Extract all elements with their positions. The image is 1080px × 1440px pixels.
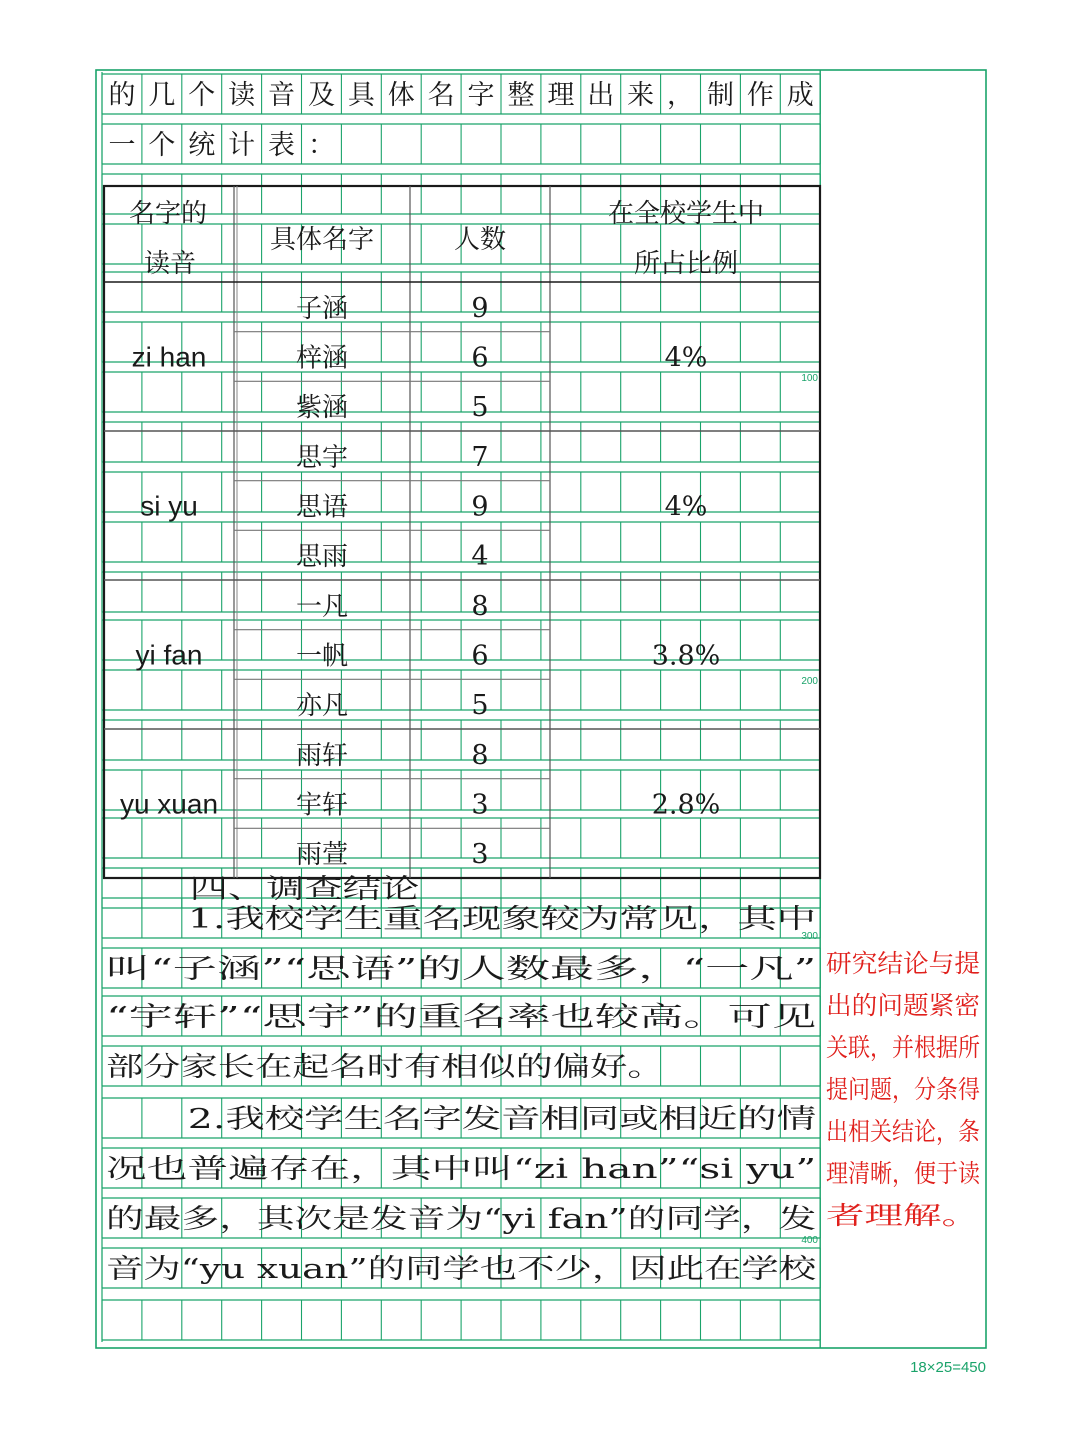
ratio-cell: 2.8% bbox=[651, 789, 721, 821]
tick-label: 200 bbox=[801, 676, 818, 687]
paragraph-top-char: 体 bbox=[387, 80, 415, 111]
margin-note-line: 出相关结论，条 bbox=[826, 1117, 980, 1146]
paragraph-top-char: 整 bbox=[507, 80, 535, 111]
header-count: 人数 bbox=[453, 225, 507, 255]
conclusion-line: “宇轩”“思宇”的重名率也较高。可见 bbox=[106, 1002, 817, 1033]
name-cell: 亦凡 bbox=[295, 691, 349, 722]
count-cell: 9 bbox=[471, 292, 489, 324]
header-names: 具体名字 bbox=[269, 225, 375, 255]
conclusion-line: 1.我校学生重名现象较为常见，其中 bbox=[187, 904, 817, 935]
header-pronunciation: 名字的 bbox=[128, 199, 208, 229]
count-cell: 9 bbox=[471, 491, 489, 523]
name-cell: 思雨 bbox=[295, 542, 349, 573]
margin-note-line: 理清晰，便于读 bbox=[826, 1159, 980, 1188]
count-cell: 8 bbox=[471, 590, 489, 622]
name-cell: 紫涵 bbox=[295, 393, 349, 424]
name-cell: 思宇 bbox=[295, 442, 349, 473]
name-cell: 雨轩 bbox=[295, 740, 349, 771]
header-ratio: 在全校学生中 bbox=[607, 199, 765, 229]
paragraph-top-char: 来 bbox=[627, 80, 655, 111]
count-cell: 7 bbox=[471, 441, 489, 473]
header-ratio: 所占比例 bbox=[633, 249, 739, 279]
paragraph-top-char: 计 bbox=[228, 130, 256, 161]
pinyin-cell: si yu bbox=[140, 490, 198, 522]
paragraph-top-char: 作 bbox=[746, 80, 774, 111]
name-cell: 梓涵 bbox=[295, 343, 349, 374]
paragraph-top-char: 理 bbox=[547, 80, 575, 111]
header-pronunciation: 读音 bbox=[143, 249, 197, 279]
tick-label: 400 bbox=[801, 1235, 818, 1246]
count-cell: 3 bbox=[471, 839, 489, 871]
name-cell: 一帆 bbox=[295, 641, 349, 672]
paragraph-top-char: 及 bbox=[307, 80, 335, 111]
count-cell: 3 bbox=[471, 789, 489, 821]
count-cell: 6 bbox=[471, 342, 489, 374]
tick-label: 300 bbox=[801, 931, 818, 942]
count-cell: 5 bbox=[471, 392, 489, 424]
tick-label: 100 bbox=[801, 373, 818, 384]
count-cell: 4 bbox=[471, 541, 489, 573]
conclusion-line: 2.我校学生名字发音相同或相近的情 bbox=[187, 1104, 817, 1135]
margin-note-line: 提问题，分条得 bbox=[826, 1075, 980, 1104]
paragraph-top-char: ， bbox=[667, 80, 695, 111]
paragraph-top-char: 字 bbox=[467, 80, 495, 111]
margin-note-line: 关联，并根据所 bbox=[826, 1033, 980, 1062]
paragraph-top-char: 表 bbox=[268, 130, 296, 161]
name-cell: 雨萱 bbox=[295, 840, 349, 871]
ratio-cell: 4% bbox=[664, 491, 708, 523]
table-lines bbox=[104, 186, 820, 878]
conclusion-line: 部分家长在起名时有相似的偏好。 bbox=[106, 1052, 665, 1083]
name-cell: 宇轩 bbox=[295, 790, 349, 821]
margin-note-line: 出的问题紧密 bbox=[826, 991, 980, 1020]
paragraph-top-char: 成 bbox=[786, 80, 814, 111]
pinyin-cell: yu xuan bbox=[119, 788, 219, 820]
grid-count-footer: 18×25=450 bbox=[910, 1359, 986, 1376]
name-cell: 子涵 bbox=[295, 293, 349, 324]
name-cell: 一凡 bbox=[295, 591, 349, 622]
count-cell: 8 bbox=[471, 739, 489, 771]
conclusion-line: 况也普遍存在，其中叫“zi han”“si yu” bbox=[106, 1154, 817, 1185]
paragraph-top-char: 几 bbox=[148, 80, 176, 111]
conclusion-line: 音为“yu xuan”的同学也不少，因此在学校 bbox=[106, 1254, 818, 1285]
pinyin-cell: zi han bbox=[131, 341, 207, 373]
margin-note-line: 者理解。 bbox=[826, 1201, 980, 1230]
count-cell: 6 bbox=[471, 640, 489, 672]
count-cell: 5 bbox=[471, 690, 489, 722]
paragraph-top-char: 一 bbox=[108, 130, 136, 161]
paragraph-top-char: 的 bbox=[108, 80, 136, 111]
conclusion-line: 叫“子涵”“思语”的人数最多，“一凡” bbox=[106, 954, 817, 985]
paragraph-top-char: 具 bbox=[347, 80, 375, 111]
pinyin-cell: yi fan bbox=[135, 639, 203, 671]
paragraph-top-char: 名 bbox=[427, 80, 455, 111]
paragraph-top-char: 个 bbox=[188, 80, 216, 111]
name-cell: 思语 bbox=[295, 492, 349, 523]
paragraph-top-char: ： bbox=[307, 130, 335, 161]
paragraph-top-char: 制 bbox=[706, 80, 734, 111]
paragraph-top-char: 统 bbox=[188, 130, 216, 161]
paragraph-top-char: 出 bbox=[587, 80, 615, 111]
ratio-cell: 4% bbox=[664, 342, 708, 374]
table-border bbox=[104, 186, 820, 878]
section-title: 四、调查结论 bbox=[189, 874, 420, 905]
ratio-cell: 3.8% bbox=[651, 640, 721, 672]
margin-note-line: 研究结论与提 bbox=[826, 949, 980, 978]
paragraph-top-char: 个 bbox=[148, 130, 176, 161]
conclusion-line: 的最多，其次是发音为“yi fan”的同学，发 bbox=[106, 1204, 817, 1235]
paragraph-top-char: 读 bbox=[228, 80, 256, 111]
paragraph-top-char: 音 bbox=[268, 80, 296, 111]
